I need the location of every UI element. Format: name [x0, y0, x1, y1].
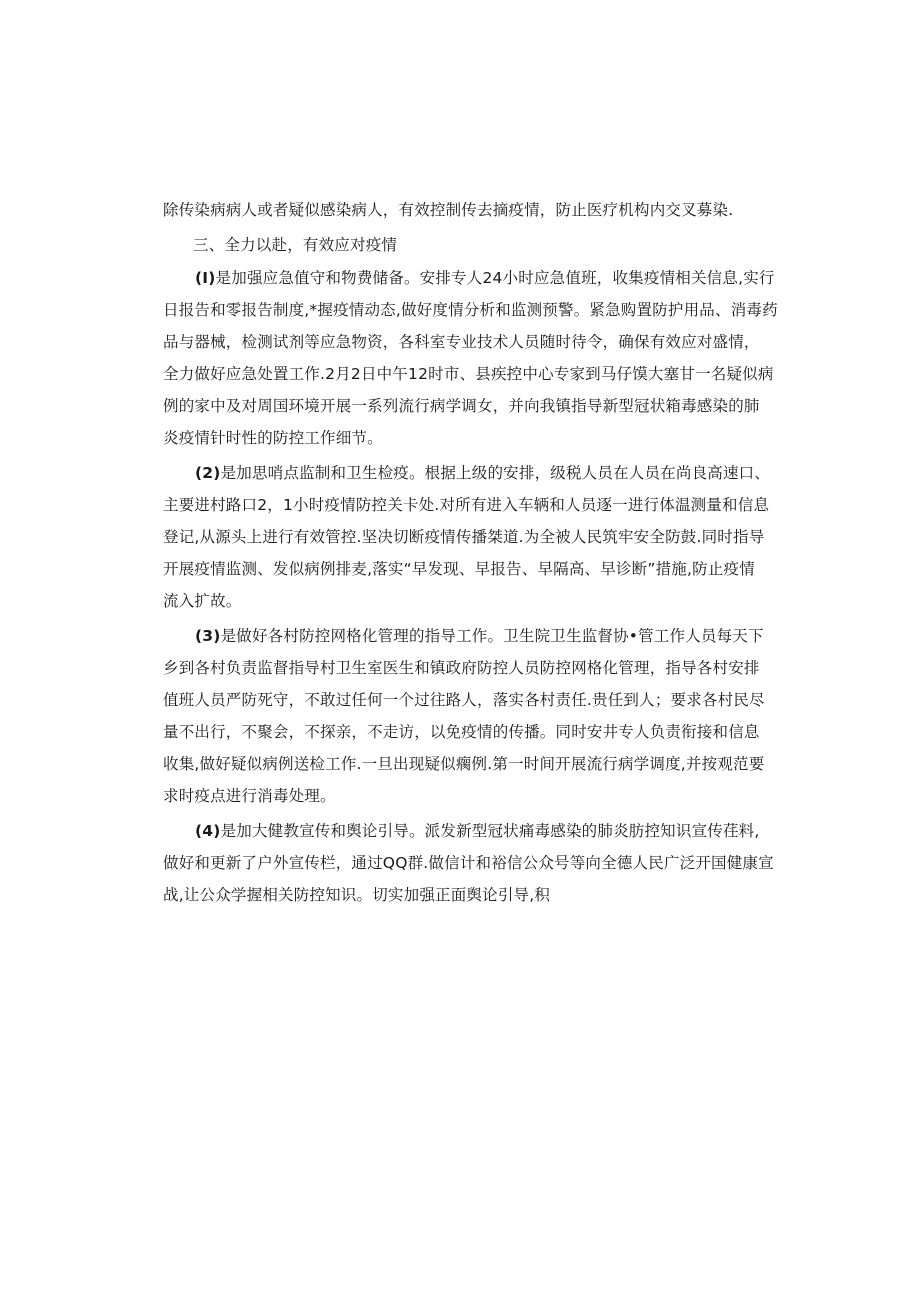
paragraph-2-text: 是加思哨点监制和卫生检疫。根据上级的安排，级税人员在人员在尚良高速口、: [220, 464, 771, 482]
paragraph-4-line-2: 做好和更新了户外宣传栏，通过QQ群.做信计和裕信公众号等向全德人民广泛开国健康宣: [163, 854, 774, 872]
paragraph-1-line-2: 日报告和零报告制度,*握疫情动态,做好度情分析和监测预警。紧急购置防护用品、消毒药: [163, 301, 778, 319]
paragraph-1-number: (I): [195, 269, 216, 287]
paragraph-3-line-3: 值班人员严防死守，不敢过任何一个过往路人，落实各村责任.贵任到人；要求各村民尽: [163, 691, 765, 709]
paragraph-3-number: (3): [195, 627, 221, 645]
paragraph-3-line-1: [195, 625, 795, 647]
paragraph-3-line-5: 收集,做好疑似病例送检工作.一旦出现疑似瘸例.第一时间开展流行病学调度,并按观范要: [163, 755, 765, 773]
paragraph-2-line-1: [195, 462, 795, 484]
paragraph-4-line-3: 战,让公众学握相关防控知识。切实加强正面舆论引导,积: [163, 886, 551, 904]
paragraph-1-line-5: 例的家中及对周国环境开展一系列流行病学调女，并向我镇指导新型冠状箱毒感染的肺: [163, 397, 760, 415]
paragraph-3-line-4: 量不出行，不聚会，不探亲，不走访，以免疫情的传播。同时安井专人负责衔接和信息: [163, 723, 760, 741]
paragraph-4-number: (4): [195, 822, 221, 840]
paragraph-3-line-2: 乡到各村负责监督指导村卫生室医生和镇政府防控人员防控网格化管理，指导各村安排: [163, 659, 760, 677]
paragraph-2-number: (2): [195, 464, 221, 482]
paragraph-4-line-1: [195, 820, 795, 842]
paragraph-3-text: 是做好各村防控网格化管理的指导工作。卫生院卫生监督协•管工作人员每天下: [220, 627, 764, 645]
paragraph-1-line-1: [195, 267, 795, 289]
paragraph-1-text: 是加强应急值守和物费储备。安排专人24小时应急值班，收集疫情相关信息,实行: [215, 269, 775, 287]
paragraph-2-line-3: 登记,从源头上进行有效管控.坚决切断疫情传播桀道.为全被人民筑牢安全防鼓.同时指导: [163, 528, 765, 546]
paragraph-1-line-6: 炎疫情针时性的防控工作细节。: [163, 429, 383, 447]
paragraph-4-text: 是加大健教宣传和舆论引导。派发新型冠状痛毒感染的肺炎肪控知识宣传荏料,: [220, 822, 760, 840]
opening-line: 除传染病病人或者疑似感染病人，有效控制传去摘疫情，防止医疗机构内交叉募染.: [163, 201, 734, 219]
paragraph-1-line-3: 品与器械，检测试剂等应急物资，各科室专业技术人员随时待令，确保有效应对盛情，: [163, 333, 760, 351]
paragraph-2-line-2: 主要进村路口2，1小时疫情防控关卡处.对所有进入车辆和人员逐一进行体温测量和信息: [163, 496, 770, 514]
paragraph-3-line-6: 求时疫点进行消毒处理。: [163, 787, 336, 805]
paragraph-1-line-4: 全力做好应急处置工作.2月2日中午12时市、县疾控中心专家到马仔馍大塞甘一名疑似病: [163, 365, 774, 383]
paragraph-2-line-5: 流入扩故。: [163, 592, 242, 610]
paragraph-2-line-4: 开展疫情监测、发似病例排麦,落实“早发现、早报告、早隔高、早诊断”措施,防止疫情: [163, 560, 755, 578]
section-heading: 三、全力以赴，有效应对疫情: [193, 236, 398, 254]
